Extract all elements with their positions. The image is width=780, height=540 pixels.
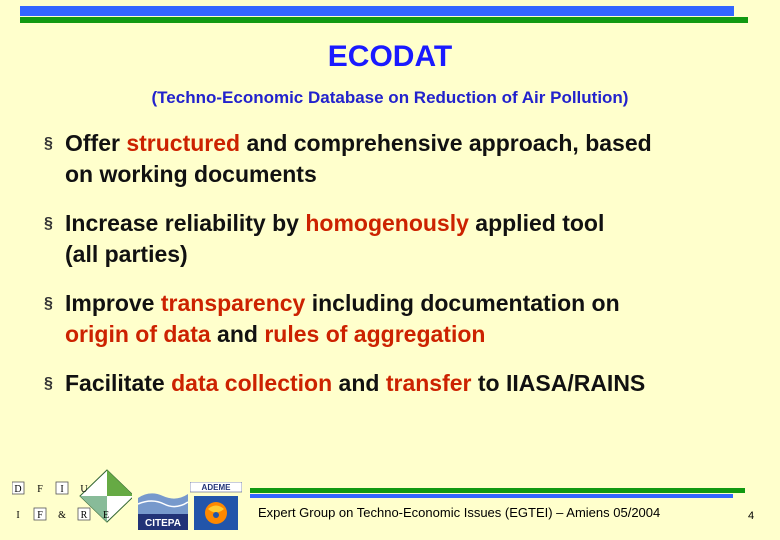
- bullet-highlight: transfer: [385, 370, 472, 396]
- bullet-item: [44, 208, 764, 270]
- bottom-green-bar: [250, 488, 745, 493]
- square-bullet-icon: §: [44, 295, 53, 312]
- logo-letter: U: [80, 484, 88, 495]
- square-bullet-icon: §: [44, 135, 53, 152]
- bullet-highlight: data collection: [171, 370, 333, 396]
- bullet-continuation: (all parties): [65, 241, 188, 267]
- bullet-text: Facilitate: [65, 370, 172, 396]
- bullet-continuation: and: [210, 321, 265, 347]
- bullet-list: [44, 128, 764, 417]
- bullet-text: and comprehensive approach, based: [240, 130, 652, 156]
- citepa-logo: [138, 484, 188, 532]
- page-number: 4: [748, 510, 755, 522]
- bullet-text: including documentation on: [305, 290, 620, 316]
- logo-letter: E: [102, 510, 110, 521]
- logo-letter: D: [14, 484, 22, 495]
- logo-letter: F: [37, 484, 43, 495]
- ademe-text: ADEME: [201, 483, 231, 492]
- logo-letter: &: [58, 510, 66, 521]
- bullet-item: [44, 288, 764, 350]
- slide-title: ECODAT: [327, 40, 453, 73]
- citepa-text: CITEPA: [145, 518, 181, 529]
- bottom-blue-bar: [250, 494, 733, 498]
- dfiu-logo: [12, 468, 132, 528]
- bullet-text: and: [332, 370, 386, 396]
- bullet-highlight: structured: [126, 130, 241, 156]
- top-green-bar: [20, 17, 748, 23]
- logo-letter: I: [60, 484, 64, 495]
- bullet-text: Improve: [65, 290, 161, 316]
- top-blue-bar: [20, 6, 734, 16]
- bullet-continuation: on working documents: [65, 161, 317, 187]
- bullet-text: Increase reliability by: [65, 210, 306, 236]
- square-bullet-icon: §: [44, 215, 53, 232]
- logo-letter: F: [37, 510, 43, 521]
- bullet-highlight: transparency: [160, 290, 306, 316]
- bullet-text: applied tool: [468, 210, 605, 236]
- bullet-text: Offer: [65, 130, 127, 156]
- logo-letter: R: [80, 510, 88, 521]
- ademe-logo: [190, 482, 242, 532]
- bullet-item: [44, 128, 764, 190]
- square-bullet-icon: §: [44, 375, 53, 392]
- bullet-highlight: rules of aggregation: [264, 321, 486, 347]
- logo-letter: I: [16, 510, 20, 521]
- bullet-item: [44, 368, 764, 399]
- footer-text: Expert Group on Techno-Economic Issues (EGTEI) – Amiens 05/2004: [258, 505, 661, 520]
- slide-subtitle: (Techno-Economic Database on Reduction of Air Pollution): [151, 88, 629, 107]
- bullet-highlight: origin of data: [65, 321, 211, 347]
- bullet-highlight: homogenously: [305, 210, 469, 236]
- bullet-text: to IIASA/RAINS: [471, 370, 646, 396]
